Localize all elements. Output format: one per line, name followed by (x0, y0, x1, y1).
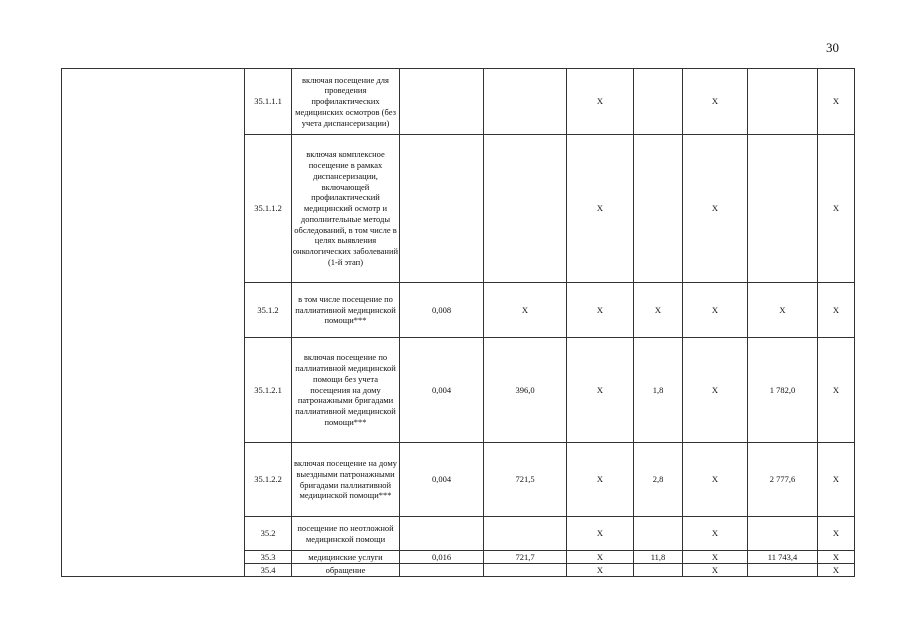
value-cell (748, 135, 818, 283)
value-cell: Х (567, 69, 634, 135)
cost-cell (484, 69, 567, 135)
value-cell: Х (567, 564, 634, 577)
table-row (62, 69, 855, 135)
cost-cell: 721,7 (484, 551, 567, 564)
blank-category-cell (62, 69, 245, 577)
norm-cell (400, 517, 484, 551)
value-cell: Х (567, 135, 634, 283)
value-cell: 11,8 (634, 551, 683, 564)
value-cell: Х (567, 283, 634, 338)
row-number: 35.4 (245, 564, 292, 577)
value-cell: Х (683, 517, 748, 551)
cost-cell (484, 517, 567, 551)
row-name: обращение (292, 564, 400, 577)
data-table (61, 68, 855, 577)
norm-cell: 0,004 (400, 443, 484, 517)
row-number: 35.1.2 (245, 283, 292, 338)
value-cell (748, 69, 818, 135)
value-cell: 1,8 (634, 338, 683, 443)
value-cell: Х (567, 551, 634, 564)
value-cell: Х (567, 338, 634, 443)
value-cell: Х (818, 338, 855, 443)
row-number: 35.1.2.1 (245, 338, 292, 443)
value-cell (748, 517, 818, 551)
value-cell: Х (748, 283, 818, 338)
value-cell: Х (818, 283, 855, 338)
value-cell: Х (683, 338, 748, 443)
value-cell (634, 69, 683, 135)
value-cell: Х (818, 517, 855, 551)
value-cell: 2,8 (634, 443, 683, 517)
value-cell: Х (818, 69, 855, 135)
value-cell: Х (634, 283, 683, 338)
norm-cell (400, 69, 484, 135)
value-cell: Х (567, 517, 634, 551)
value-cell: Х (683, 283, 748, 338)
page-number: 30 (826, 40, 839, 55)
row-name: включая посещение на дому выездными патронажными бригадами паллиативной медицинской помощи*** (292, 443, 400, 517)
row-name: медицинские услуги (292, 551, 400, 564)
row-number: 35.1.2.2 (245, 443, 292, 517)
row-name: включая посещение для проведения профилактических медицинских осмотров (без учета диспансеризации) (292, 69, 400, 135)
row-name: в том числе посещение по паллиативной медицинской помощи*** (292, 283, 400, 338)
row-name: посещение по неотложной медицинской помощи (292, 517, 400, 551)
value-cell: Х (818, 443, 855, 517)
cost-cell (484, 135, 567, 283)
row-number: 35.2 (245, 517, 292, 551)
value-cell: Х (683, 551, 748, 564)
value-cell (634, 517, 683, 551)
value-cell: Х (683, 69, 748, 135)
row-number: 35.1.1.2 (245, 135, 292, 283)
value-cell: Х (683, 135, 748, 283)
norm-cell: 0,016 (400, 551, 484, 564)
value-cell: Х (818, 551, 855, 564)
value-cell: 1 782,0 (748, 338, 818, 443)
value-cell: Х (567, 443, 634, 517)
value-cell: 11 743,4 (748, 551, 818, 564)
value-cell (634, 135, 683, 283)
norm-cell: 0,008 (400, 283, 484, 338)
row-name: включая комплексное посещение в рамках диспансеризации, включающей профилактический медицинский осмотр и дополнительные методы обследований, в том числе в целях выявления онкологических заболеваний (1-й этап) (292, 135, 400, 283)
cost-cell: 721,5 (484, 443, 567, 517)
value-cell: Х (818, 135, 855, 283)
row-number: 35.1.1.1 (245, 69, 292, 135)
row-name: включая посещение по паллиативной медицинской помощи без учета посещения на дому патронажными бригадами паллиативной медицинской помощи*** (292, 338, 400, 443)
norm-cell (400, 135, 484, 283)
value-cell: Х (683, 443, 748, 517)
value-cell: Х (683, 564, 748, 577)
norm-cell (400, 564, 484, 577)
value-cell: 2 777,6 (748, 443, 818, 517)
value-cell (634, 564, 683, 577)
norm-cell: 0,004 (400, 338, 484, 443)
cost-cell (484, 564, 567, 577)
cost-cell: Х (484, 283, 567, 338)
cost-cell: 396,0 (484, 338, 567, 443)
row-number: 35.3 (245, 551, 292, 564)
value-cell: Х (818, 564, 855, 577)
value-cell (748, 564, 818, 577)
